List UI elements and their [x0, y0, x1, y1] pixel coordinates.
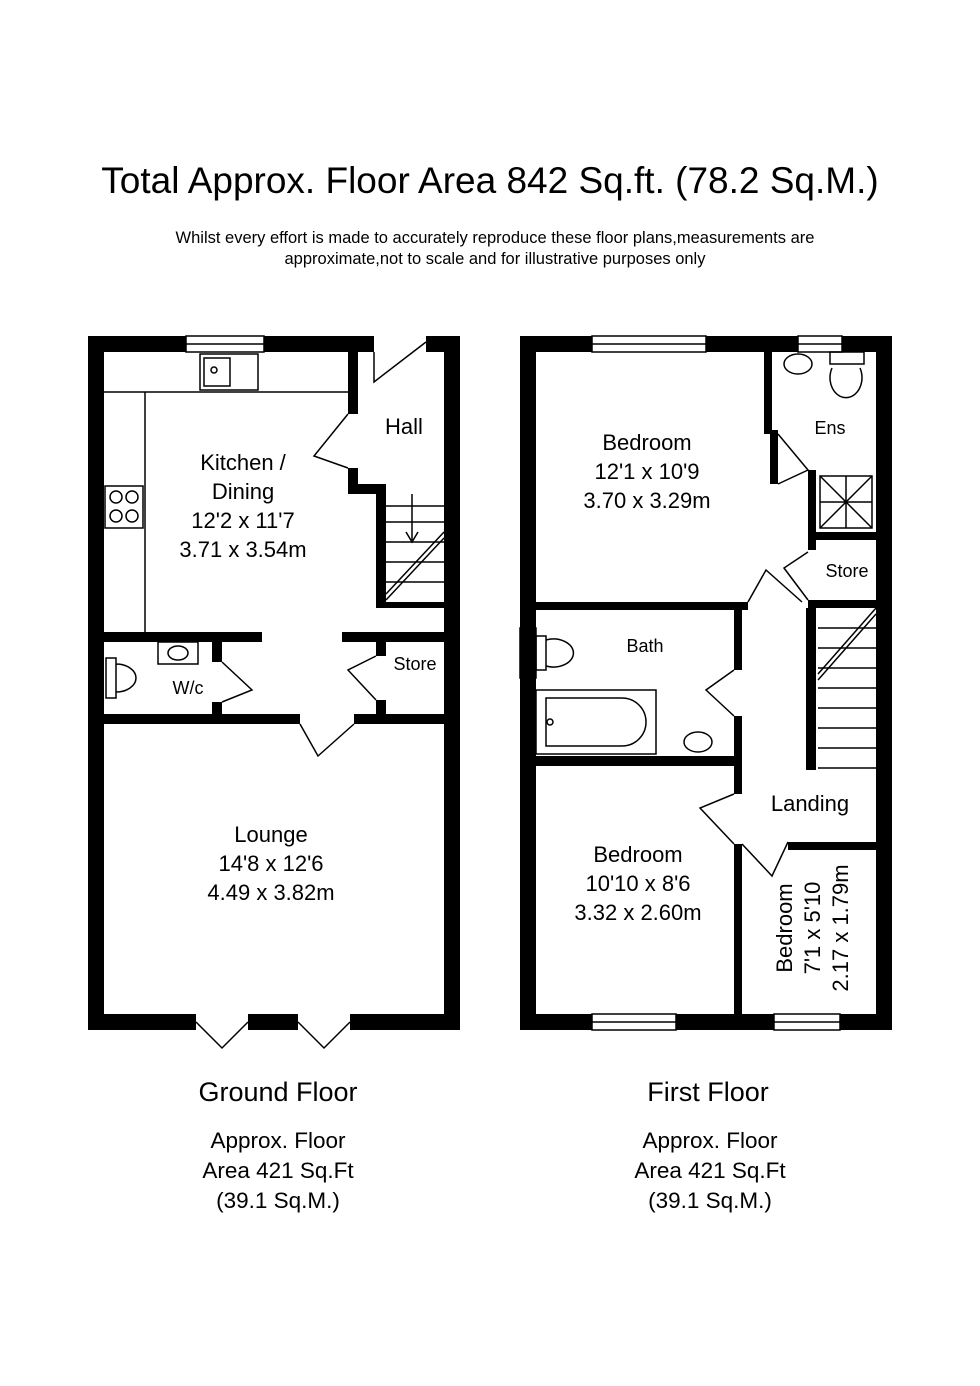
ff-stairs [818, 608, 876, 768]
ff-wall-ens-side [764, 352, 772, 434]
gf-wall-store-side [376, 642, 386, 656]
gf-wall-lounge-1 [104, 714, 300, 724]
ff-wall-bed1-bottom [536, 602, 748, 610]
ff-wall-store-side [808, 540, 816, 550]
lounge-name: Lounge [234, 822, 308, 847]
gf-wc-door-swing [222, 662, 252, 702]
ff-wall-ens-shower [808, 470, 816, 534]
lounge-size-metric: 4.49 x 3.82m [207, 880, 335, 905]
gf-store-door-swing [348, 656, 376, 700]
room-label-store-ground: Store [393, 654, 437, 674]
room-label-lounge [176, 820, 366, 907]
gf-wall-bottom-right [350, 1014, 460, 1030]
gf-wall-lounge-2 [354, 714, 446, 724]
room-label-store-first: Store [825, 561, 869, 581]
room-label-kitchen [160, 448, 326, 564]
sink-icon [200, 354, 258, 390]
hob-icon [105, 486, 143, 528]
room-label-bedroom-2 [550, 840, 726, 927]
gf-front-door-swing [374, 342, 426, 382]
gf-wall-wc-side [212, 642, 222, 662]
ff-wall-bottom-left [520, 1014, 592, 1030]
kitchen-size-imperial: 12'2 x 11'7 [191, 508, 295, 533]
ground-floor-area-line-3: (39.1 Sq.M.) [216, 1188, 340, 1213]
ff-wall-bed2-right [734, 766, 742, 794]
kitchen-name-line-2: Dining [211, 479, 275, 504]
room-label-ensuite: Ens [814, 418, 846, 438]
ff-bed2-door-swing [700, 794, 734, 844]
ff-wall-bottom-right [840, 1014, 892, 1030]
bedroom-2-name: Bedroom [593, 842, 683, 867]
gf-lounge-door-swing [300, 724, 354, 756]
first-floor-area-line-2: Area 421 Sq.Ft [634, 1158, 786, 1183]
ff-wall-store-bottom [808, 600, 878, 608]
gf-wall-bottom-mid [248, 1014, 298, 1030]
bedroom-3-size-metric: 2.17 x 1.79m [828, 864, 853, 992]
ens-toilet-icon [830, 352, 864, 398]
bath-basin-icon [684, 732, 712, 752]
ff-bed1-door-swing [748, 570, 802, 602]
gf-wall-hall-a [348, 352, 358, 414]
ff-wall-ens-bottom [808, 532, 878, 540]
lounge-size-imperial: 14'8 x 12'6 [218, 851, 324, 876]
ff-wall-bath-right [734, 608, 742, 670]
bathtub-icon [536, 690, 656, 754]
bedroom-2-size-imperial: 10'10 x 8'6 [585, 871, 691, 896]
ground-floor-name: Ground Floor [198, 1077, 358, 1107]
ff-wall-bath-bottom [536, 756, 742, 766]
ff-wall-bottom-mid [676, 1014, 774, 1030]
ff-store-door-swing [784, 552, 808, 600]
ff-ens-door-swing [778, 434, 808, 484]
ff-wall-top-right [842, 336, 892, 352]
gf-wall-mid-1 [104, 632, 262, 642]
gf-wall-top-mid [264, 336, 374, 352]
ff-wall-left [520, 336, 536, 1030]
bedroom-1-size-imperial: 12'1 x 10'9 [594, 459, 700, 484]
bedroom-3-size-imperial: 7'1 x 5'10 [800, 881, 825, 975]
kitchen-name-line-1: Kitchen / [200, 450, 286, 475]
first-floor-name: First Floor [647, 1077, 769, 1107]
gf-wall-hall-c [348, 484, 378, 494]
room-label-landing: Landing [770, 791, 850, 816]
page-title: Total Approx. Floor Area 842 Sq.ft. (78.2 Sq.M.) [101, 160, 879, 201]
gf-wall-bottom-left [88, 1014, 196, 1030]
ens-basin-icon [784, 354, 812, 374]
bedroom-2-size-metric: 3.32 x 2.60m [574, 900, 702, 925]
ff-wall-top-left [520, 336, 592, 352]
gf-stairs [386, 494, 444, 600]
bedroom-1-name: Bedroom [602, 430, 692, 455]
toilet-icon [106, 658, 136, 698]
ground-floor-area-line-2: Area 421 Sq.Ft [202, 1158, 354, 1183]
room-label-bedroom-3 [771, 845, 855, 1011]
ff-wall-stair-side [806, 608, 816, 770]
bath-toilet-icon [536, 636, 573, 670]
ground-floor-fixtures [104, 336, 444, 1048]
room-label-wc: W/c [172, 678, 204, 698]
gf-wall-mid-2 [342, 632, 446, 642]
gf-wall-stair-bottom [376, 602, 446, 608]
gf-wall-wc-side-b [212, 702, 222, 716]
room-label-hall: Hall [385, 414, 423, 439]
ff-wall-right [876, 336, 892, 1030]
gf-wall-top-right [426, 336, 460, 352]
first-floor-area-line-1: Approx. Floor [642, 1128, 778, 1153]
room-label-bedroom-1 [562, 428, 732, 515]
first-floor-area-line-3: (39.1 Sq.M.) [648, 1188, 772, 1213]
kitchen-size-metric: 3.71 x 3.54m [179, 537, 307, 562]
gf-wall-right [444, 336, 460, 1030]
disclaimer-line-1: Whilst every effort is made to accurately reproduce these floor plans,measurements are [175, 229, 815, 247]
ff-wall-ens-side-b [770, 430, 778, 484]
bedroom-1-size-metric: 3.70 x 3.29m [583, 488, 711, 513]
disclaimer-line-2: approximate,not to scale and for illustrative purposes only [284, 250, 706, 268]
bedroom-3-name: Bedroom [772, 883, 797, 973]
ground-floor-area [128, 1126, 428, 1216]
first-floor-area [560, 1126, 860, 1216]
ff-wall-bed2-right-b [734, 844, 742, 1016]
ff-bath-door-swing [706, 670, 734, 716]
ff-wall-top-mid [706, 336, 798, 352]
ground-floor-area-line-1: Approx. Floor [210, 1128, 346, 1153]
gf-wall-top-left [88, 336, 186, 352]
gf-wall-stair-side [376, 484, 386, 606]
room-label-bath: Bath [626, 636, 664, 656]
gf-wall-left [88, 336, 104, 1030]
